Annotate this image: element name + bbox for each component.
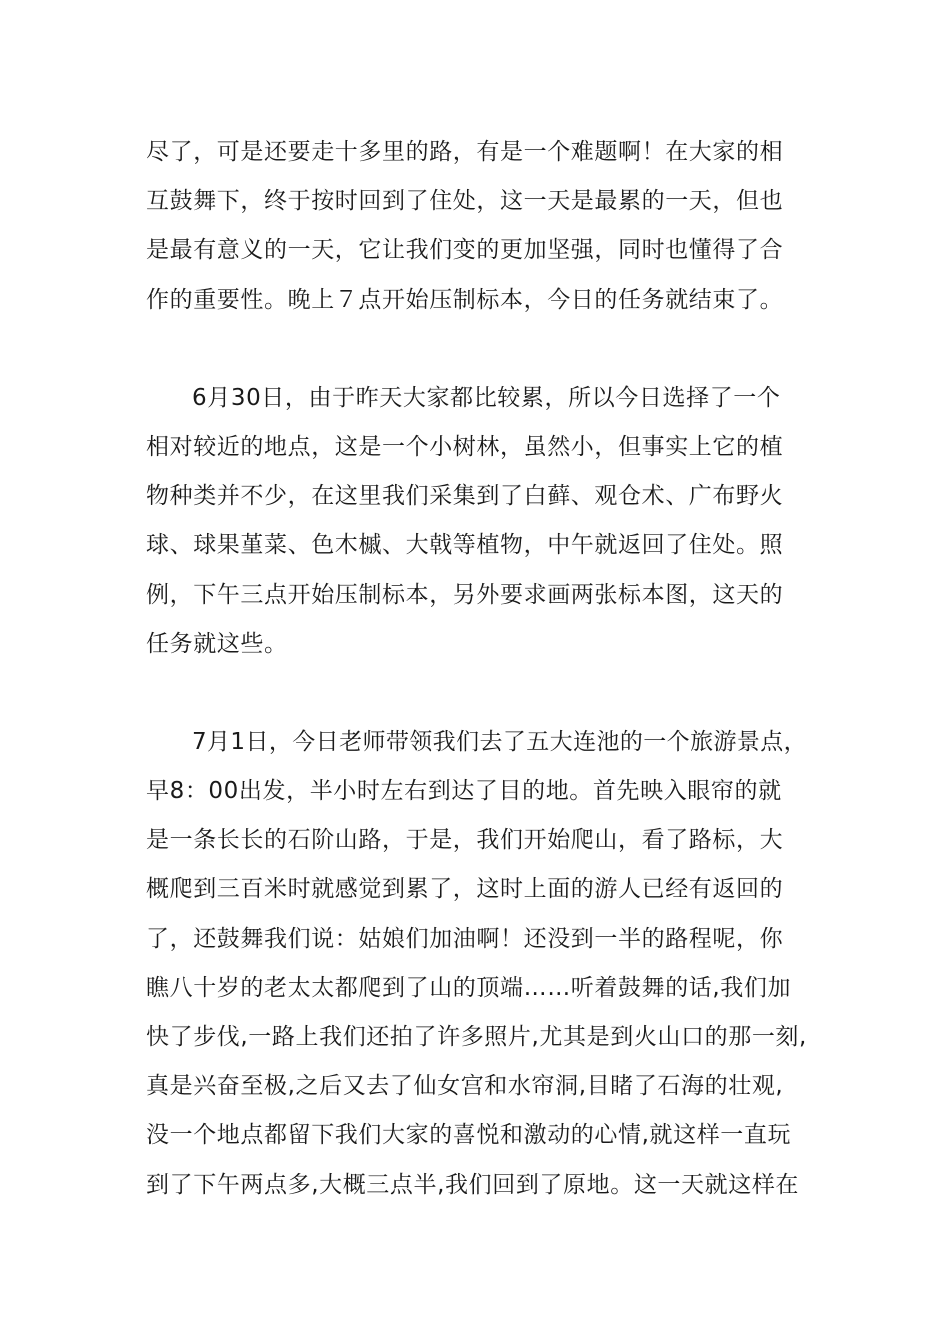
text-line: 相对较近的地点，这是一个小树林，虽然小，但事实上它的植 <box>146 433 784 460</box>
document-body <box>146 128 810 1210</box>
text-line: 物种类并不少，在这里我们采集到了白藓、观仓术、广布野火 <box>146 483 784 510</box>
paragraph-2 <box>146 374 810 669</box>
text-line: 任务就这些。 <box>146 630 288 657</box>
text-line: 是最有意义的一天，它让我们变的更加坚强，同时也懂得了合 <box>146 237 784 264</box>
paragraph-3 <box>146 718 810 1210</box>
text-line: 例，下午三点开始压制标本，另外要求画两张标本图，这天的 <box>146 581 784 608</box>
text-line: 真是兴奋至极,之后又去了仙女宫和水帘洞,目睹了石海的壮观, <box>146 1073 784 1100</box>
text-line: 概爬到三百米时就感觉到累了，这时上面的游人已经有返回的 <box>146 876 784 903</box>
text-line: 互鼓舞下，终于按时回到了住处，这一天是最累的一天，但也 <box>146 188 784 215</box>
text-line: 了，还鼓舞我们说：姑娘们加油啊！还没到一半的路程呢，你 <box>146 925 784 952</box>
paragraph-spacer <box>146 325 810 374</box>
text-line: 尽了，可是还要走十多里的路，有是一个难题啊！在大家的相 <box>146 139 784 165</box>
paragraph-spacer <box>146 669 810 718</box>
text-line: 是一条长长的石阶山路，于是，我们开始爬山，看了路标，大 <box>146 827 784 854</box>
text-line: 6月30日，由于昨天大家都比较累，所以今日选择了一个 <box>192 384 781 411</box>
text-line: 作的重要性。晚上７点开始压制标本，今日的任务就结束了。 <box>146 286 784 313</box>
text-line: 7月1日，今日老师带领我们去了五大连池的一个旅游景点， <box>192 728 808 755</box>
text-line: 早8：00出发，半小时左右到达了目的地。首先映入眼帘的就 <box>146 778 782 805</box>
text-line: 到了下午两点多,大概三点半,我们回到了原地。这一天就这样在 <box>146 1171 800 1198</box>
text-line: 没一个地点都留下我们大家的喜悦和激动的心情,就这样一直玩 <box>146 1122 792 1149</box>
text-line: 瞧八十岁的老太太都爬到了山的顶端……听着鼓舞的话,我们加 <box>146 974 792 1001</box>
text-line: 球、球果堇菜、色木槭、大戟等植物，中午就返回了住处。照 <box>146 532 784 559</box>
paragraph-1 <box>146 128 810 325</box>
text-line: 快了步伐,一路上我们还拍了许多照片,尤其是到火山口的那一刻, <box>146 1024 807 1050</box>
